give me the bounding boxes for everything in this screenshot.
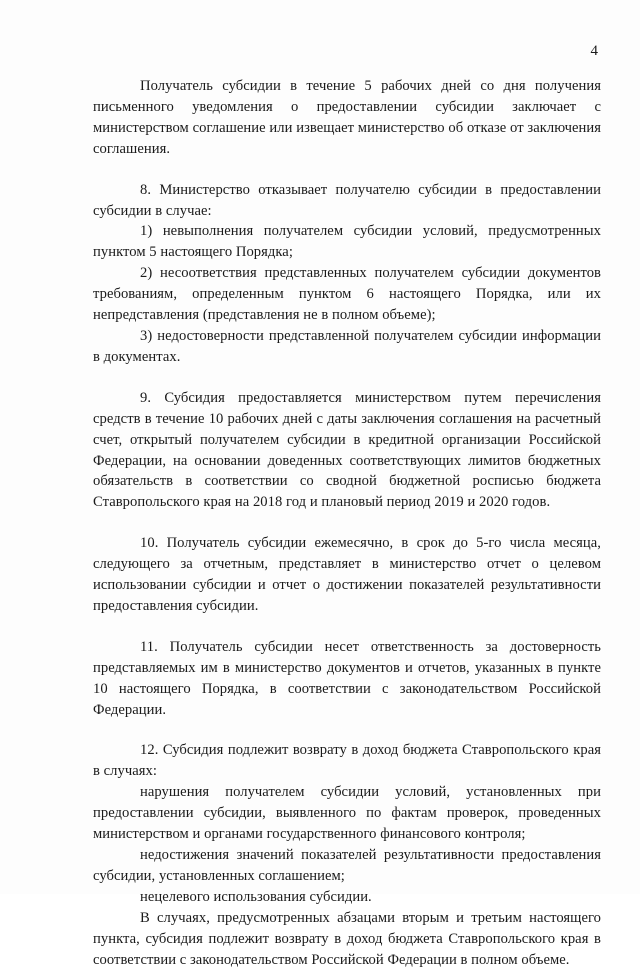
paragraph-8-item-3: 3) недостоверности представленной получателем субсидии информации в документах. xyxy=(93,327,601,365)
paragraph-agreement-signing: Получатель субсидии в течение 5 рабочих дней со дня получения письменного уведомления о предоставлении субсидии заключает с министерством соглашение или извещает министерство об отказе от заключения соглашения. xyxy=(93,78,601,157)
paragraph-12-case-violation: нарушения получателем субсидии условий, установленных при предоставлении субсидии, выявленного по фактам проверок, проведенных министерством и органами государственного финансового контроля; xyxy=(93,784,601,843)
paragraph-8-item-1: 1) невыполнения получателем субсидии условий, предусмотренных пунктом 5 настоящего Порядка; xyxy=(93,223,601,261)
page-number: 4 xyxy=(590,43,598,59)
paragraph-12-case-misuse: нецелевого использования субсидии. xyxy=(140,888,372,905)
paragraph-8-item-2: 2) несоответствия представленных получателем субсидии документов требованиям, определенным пунктом 6 настоящего Порядка, или их непредставления (представления не в полном объеме); xyxy=(93,265,601,324)
paragraph-9-transfer: 9. Субсидия предоставляется министерством путем перечисления средств в течение 10 рабочих дней с даты заключения соглашения на расчетный счет, открытый получателем субсидии в кредитной организации Российской Федерации, на основании доведенных соответствующих лимитов бюджетных обязательств в соответствии со сводной бюджетной росписью бюджета Ставропольского края на 2018 год и плановый период 2019 и 2020 годов. xyxy=(93,389,601,511)
paragraph-12-case-indicators: недостижения значений показателей результативности предоставления субсидии, установленных соглашением; xyxy=(93,847,601,884)
paragraph-10-reporting: 10. Получатель субсидии ежемесячно, в срок до 5-го числа месяца, следующего за отчетным, представляет в министерство отчет о целевом использовании субсидии и отчет о достижении показателей результативности предоставления субсидии. xyxy=(93,535,601,614)
paragraph-8-refusal: 8. Министерство отказывает получателю субсидии в предоставлении субсидии в случае: xyxy=(93,181,601,219)
paragraph-12-full-return: В случаях, предусмотренных абзацами вторым и третьим настоящего пункта, субсидия подлежит возврату в доход бюджета Ставропольского края в соответствии с законодательством Российской Федерации в полном объеме. xyxy=(93,909,601,968)
paragraph-12-return: 12. Субсидия подлежит возврату в доход бюджета Ставропольского края в случаях: xyxy=(93,742,601,780)
document-body xyxy=(93,76,601,970)
paragraph-11-responsibility: 11. Получатель субсидии несет ответственность за достоверность представляемых им в министерство документов и отчетов, указанных в пункте 10 настоящего Порядка, в соответствии с законодательством Российской Федерации. xyxy=(93,638,601,718)
